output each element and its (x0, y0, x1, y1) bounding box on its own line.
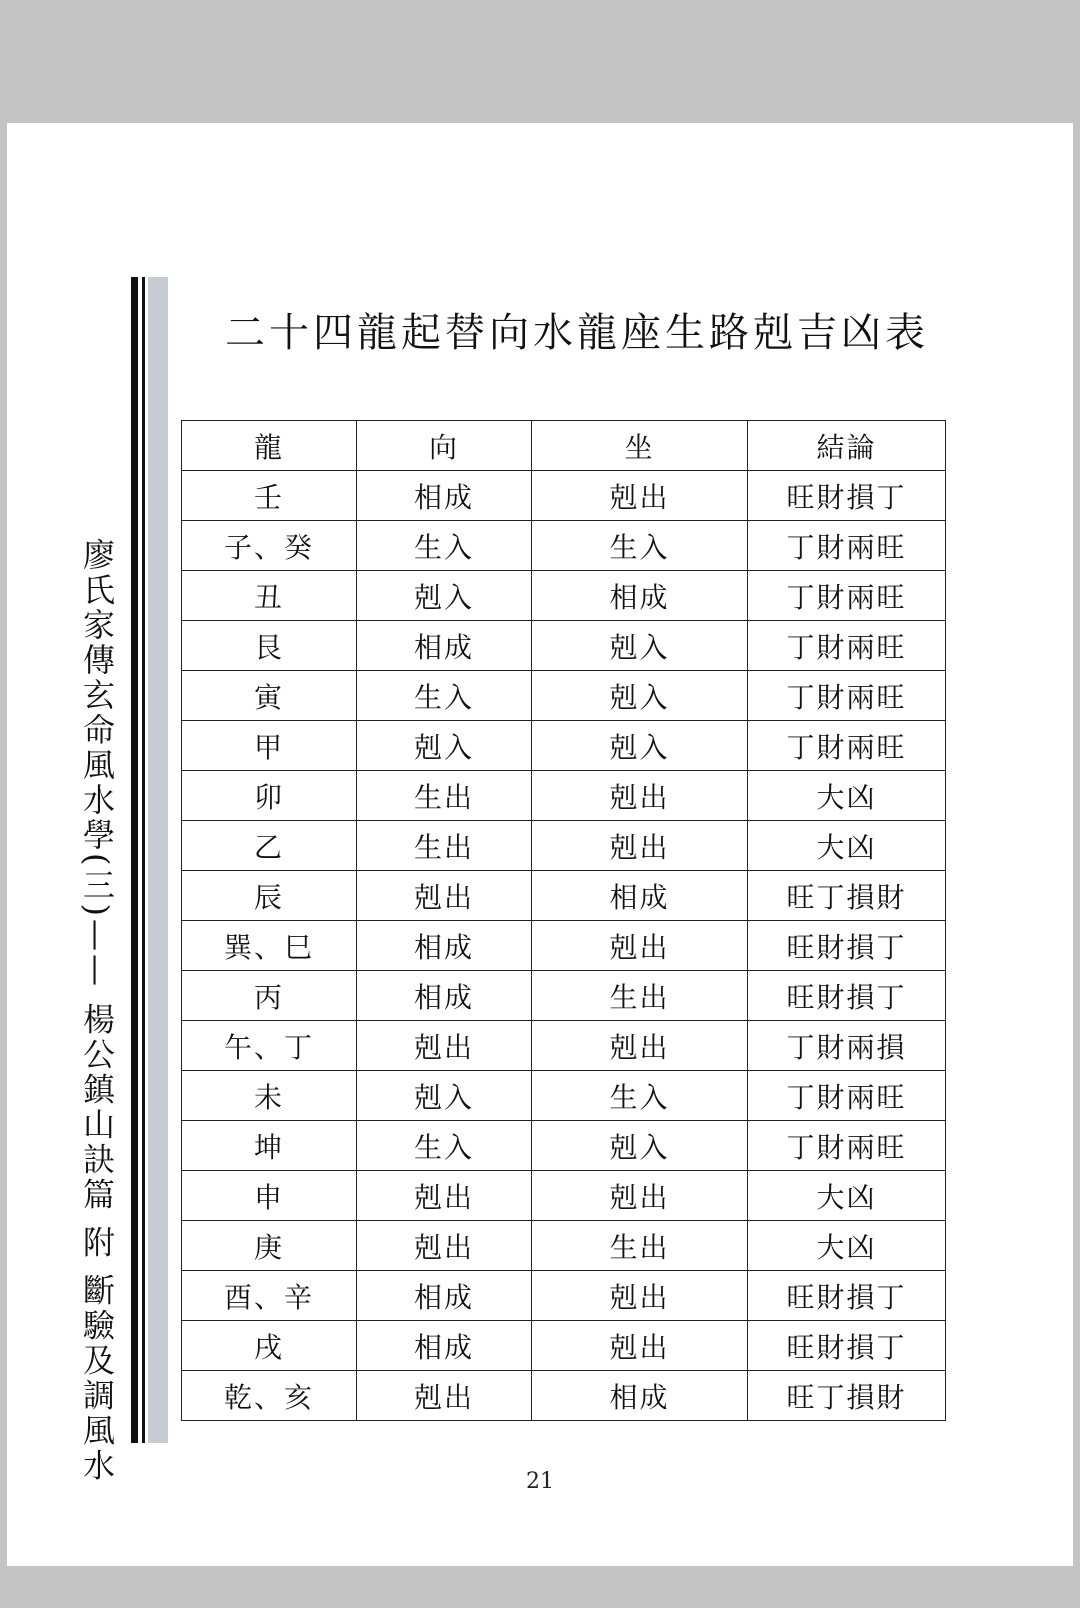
cell-dragon: 巽、巳 (182, 921, 357, 971)
cell-conclusion: 旺丁損財 (748, 871, 946, 921)
cell-sitting: 剋入 (532, 1121, 748, 1171)
table-row (182, 471, 946, 521)
margin-rule-thin (142, 277, 145, 1443)
cell-dragon: 卯 (182, 771, 357, 821)
cell-sitting: 相成 (532, 571, 748, 621)
cell-dragon: 乾、亥 (182, 1371, 357, 1421)
cell-conclusion: 大凶 (748, 771, 946, 821)
cell-facing: 剋出 (357, 1021, 532, 1071)
cell-facing: 生入 (357, 521, 532, 571)
page-title: 二十四龍起替向水龍座生路剋吉凶表 (225, 310, 929, 356)
cell-sitting: 相成 (532, 871, 748, 921)
cell-facing: 剋出 (357, 871, 532, 921)
table-row (182, 771, 946, 821)
cell-sitting: 相成 (532, 1371, 748, 1421)
cell-conclusion: 大凶 (748, 1171, 946, 1221)
cell-dragon: 丙 (182, 971, 357, 1021)
table-row (182, 871, 946, 921)
cell-sitting: 剋入 (532, 721, 748, 771)
cell-conclusion: 旺財損丁 (748, 1271, 946, 1321)
table-row (182, 671, 946, 721)
cell-facing: 剋入 (357, 1071, 532, 1121)
cell-conclusion: 丁財兩旺 (748, 721, 946, 771)
table-row (182, 721, 946, 771)
cell-conclusion: 旺財損丁 (748, 1321, 946, 1371)
cell-facing: 相成 (357, 971, 532, 1021)
table-row (182, 571, 946, 621)
cell-facing: 生入 (357, 1121, 532, 1171)
cell-conclusion: 大凶 (748, 821, 946, 871)
table-row (182, 1221, 946, 1271)
running-book-title: 廖氏家傳玄命風水學(三)—— 楊公鎮山訣篇 附 斷驗及調風水 (78, 538, 116, 1484)
column-header-sitting: 坐 (532, 421, 748, 471)
table-row (182, 1121, 946, 1171)
cell-facing: 生入 (357, 671, 532, 721)
table-row (182, 1071, 946, 1121)
cell-conclusion: 旺財損丁 (748, 921, 946, 971)
cell-dragon: 壬 (182, 471, 357, 521)
margin-band (148, 277, 168, 1443)
column-header-dragon: 龍 (182, 421, 357, 471)
cell-sitting: 生出 (532, 971, 748, 1021)
cell-conclusion: 旺丁損財 (748, 1371, 946, 1421)
cell-facing: 剋入 (357, 571, 532, 621)
book-page (7, 123, 1073, 1566)
cell-sitting: 剋入 (532, 671, 748, 721)
page-number: 21 (526, 1469, 554, 1494)
column-header-facing: 向 (357, 421, 532, 471)
cell-sitting: 剋出 (532, 1321, 748, 1371)
table-row (182, 1021, 946, 1071)
cell-facing: 剋出 (357, 1171, 532, 1221)
cell-facing: 生出 (357, 821, 532, 871)
cell-dragon: 辰 (182, 871, 357, 921)
cell-facing: 剋出 (357, 1371, 532, 1421)
cell-conclusion: 丁財兩旺 (748, 621, 946, 671)
cell-dragon: 酉、辛 (182, 1271, 357, 1321)
cell-dragon: 寅 (182, 671, 357, 721)
table-header-row (182, 421, 946, 471)
cell-sitting: 生入 (532, 521, 748, 571)
table-row (182, 1371, 946, 1421)
margin-rule-thick (131, 277, 138, 1443)
cell-conclusion: 大凶 (748, 1221, 946, 1271)
cell-sitting: 剋入 (532, 621, 748, 671)
cell-dragon: 艮 (182, 621, 357, 671)
cell-facing: 相成 (357, 471, 532, 521)
cell-dragon: 子、癸 (182, 521, 357, 571)
cell-facing: 相成 (357, 921, 532, 971)
cell-dragon: 丑 (182, 571, 357, 621)
fortune-table (181, 420, 946, 1421)
table-row (182, 521, 946, 571)
cell-sitting: 生入 (532, 1071, 748, 1121)
cell-sitting: 剋出 (532, 821, 748, 871)
table-row (182, 1321, 946, 1371)
cell-dragon: 戌 (182, 1321, 357, 1371)
cell-facing: 生出 (357, 771, 532, 821)
table-row (182, 921, 946, 971)
cell-facing: 剋出 (357, 1221, 532, 1271)
cell-conclusion: 丁財兩損 (748, 1021, 946, 1071)
cell-dragon: 甲 (182, 721, 357, 771)
cell-sitting: 剋出 (532, 1021, 748, 1071)
cell-conclusion: 旺財損丁 (748, 471, 946, 521)
cell-conclusion: 旺財損丁 (748, 971, 946, 1021)
cell-conclusion: 丁財兩旺 (748, 671, 946, 721)
cell-sitting: 生出 (532, 1221, 748, 1271)
cell-sitting: 剋出 (532, 471, 748, 521)
table-row (182, 821, 946, 871)
cell-facing: 相成 (357, 621, 532, 671)
cell-conclusion: 丁財兩旺 (748, 521, 946, 571)
table-row (182, 1271, 946, 1321)
cell-dragon: 坤 (182, 1121, 357, 1171)
table-row (182, 1171, 946, 1221)
cell-conclusion: 丁財兩旺 (748, 1121, 946, 1171)
cell-facing: 相成 (357, 1321, 532, 1371)
cell-conclusion: 丁財兩旺 (748, 571, 946, 621)
cell-sitting: 剋出 (532, 1171, 748, 1221)
cell-dragon: 庚 (182, 1221, 357, 1271)
column-header-conclusion: 結論 (748, 421, 946, 471)
cell-dragon: 午、丁 (182, 1021, 357, 1071)
cell-sitting: 剋出 (532, 771, 748, 821)
cell-facing: 相成 (357, 1271, 532, 1321)
cell-sitting: 剋出 (532, 1271, 748, 1321)
cell-facing: 剋入 (357, 721, 532, 771)
table-row (182, 971, 946, 1021)
cell-dragon: 乙 (182, 821, 357, 871)
cell-dragon: 申 (182, 1171, 357, 1221)
cell-sitting: 剋出 (532, 921, 748, 971)
cell-conclusion: 丁財兩旺 (748, 1071, 946, 1121)
table-row (182, 621, 946, 671)
cell-dragon: 未 (182, 1071, 357, 1121)
